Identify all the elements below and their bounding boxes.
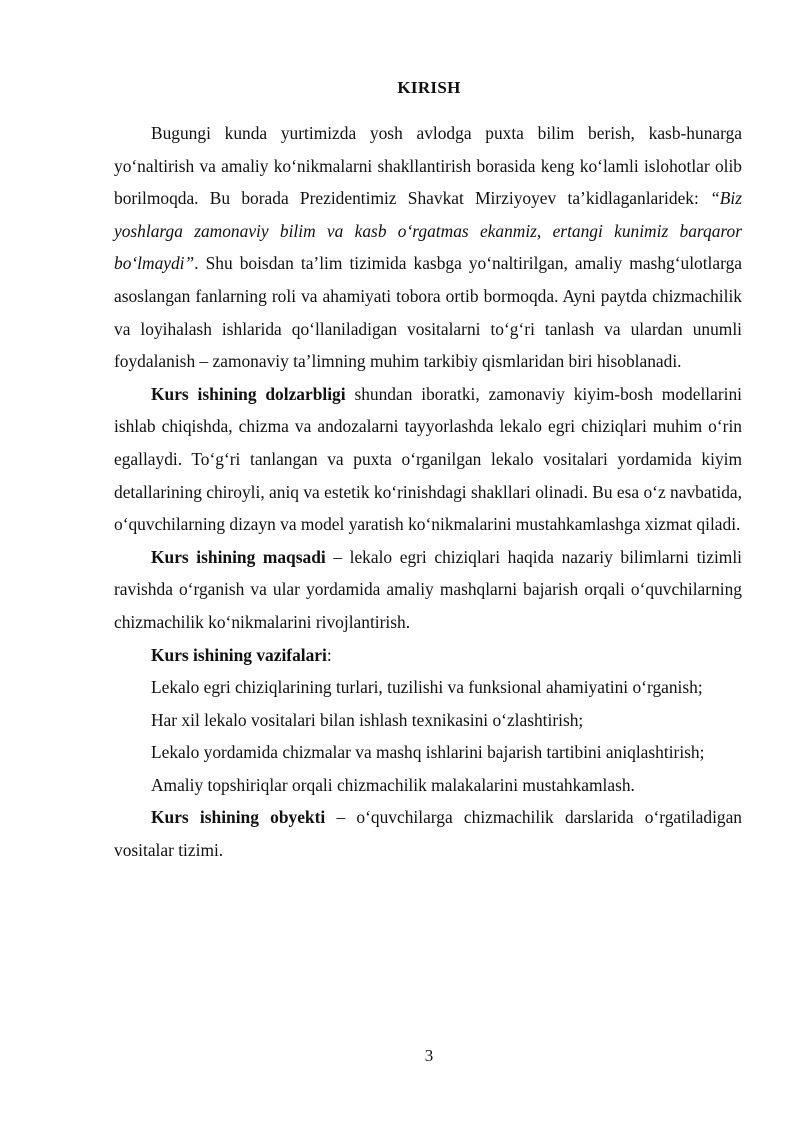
relevance-paragraph [114,378,742,541]
object-text: – o‘quvchilarga chizmachilik darslarida o‘rgatiladigan vositalar tizimi. [114,807,743,861]
tasks-heading [114,639,742,672]
intro-text: Bugungi kunda yurtimizda yosh avlodga puxta bilim berish, kasb-hunarga yo‘naltirish va amaliy ko‘nikmalarni shakllantirish borasida keng ko‘lamli islohotlar olib borilmoqda. Bu borada Prezidentimiz Shavkat Mirziyoyev ta’kidlaganlaridek: [114,123,742,209]
task-item: Lekalo yordamida chizmalar va mashq ishlarini bajarish tartibini aniqlashtirish; [151,742,705,763]
tasks-colon: : [326,644,332,665]
page-number: 3 [424,1046,434,1065]
goal-text: – lekalo egri chiziqlari haqida nazariy bilimlarni tizimli ravishda o‘rganish va ular yordamida amaliy mashqlarni bajarish orqali o‘quvchilarning chizmachilik ko‘nikmalarini rivojlantirish. [114,546,742,632]
president-quote: “Biz yoshlarga zamonaviy bilim va kasb o‘rgatmas ekanmiz, ertangi kunimiz barqaror bo‘lmaydi” [114,188,742,274]
relevance-text: shundan iboratki, zamonaviy kiyim-bosh modellarini ishlab chiqishda, chizma va andozalarni tayyorlashda lekalo egri chiziqlari muhim o‘rin egallaydi. To‘g‘ri tanlangan va puxta o‘rganilgan lekalo vositalari yordamida kiyim detallarining chiroyli, aniq va estetik ko‘rinishdagi shakllari olinadi. Bu esa o‘z navbatida, o‘quvchilarning dizayn va model yaratish ko‘nikmalarini mustahkamlashga xizmat qiladi. [114,383,742,535]
task-item: Amaliy topshiriqlar orqali chizmachilik malakalarini mustahkamlash. [151,774,635,795]
relevance-label: Kurs ishining dolzarbligi [151,383,346,404]
task-item: Har xil lekalo vositalari bilan ishlash texnikasini o‘zlashtirish; [151,709,584,730]
section-title: KIRISH [397,78,461,97]
goal-paragraph [114,541,742,639]
goal-label: Kurs ishining maqsadi [151,546,326,567]
intro-text-continued: . Shu boisdan ta’lim tizimida kasbga yo‘naltirilgan, amaliy mashg‘ulotlarga asoslangan fanlarning roli va ahamiyati tobora ortib bormoqda. Ayni paytda chizmachilik va loyihalash ishlarida qo‘llaniladigan vositalarni to‘g‘ri tanlash va ulardan unumli foydalanish – zamonaviy ta’limning muhim tarkibiy qismlaridan biri hisoblanadi. [114,253,742,372]
tasks-label: Kurs ishining vazifalari [151,644,327,665]
object-paragraph [114,801,742,866]
body-text [114,117,742,867]
intro-paragraph [114,117,742,378]
task-item: Lekalo egri chiziqlarining turlari, tuzilishi va funksional ahamiyatini o‘rganish; [151,677,703,698]
object-label: Kurs ishining obyekti [151,807,326,828]
